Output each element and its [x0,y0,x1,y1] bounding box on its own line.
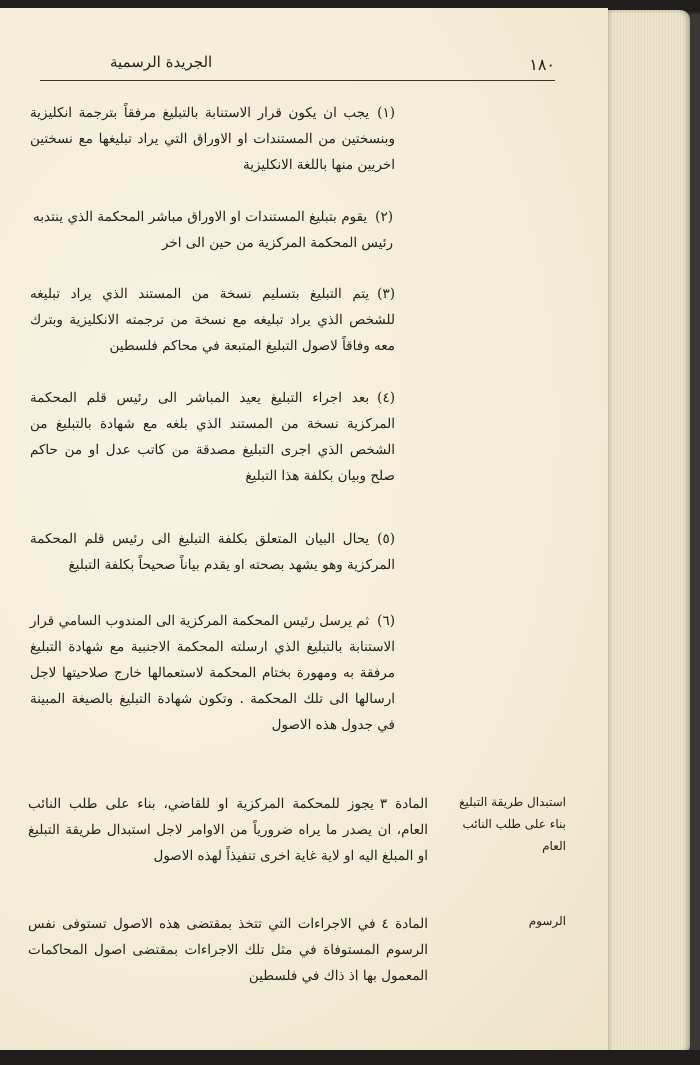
paragraph-number: (٤) [377,390,395,406]
paragraph-4 [30,385,395,489]
gazette-title: الجريدة الرسمية [110,53,213,71]
article-text: يجوز للمحكمة المركزية او للقاضي، بناء على طلب النائب العام، ان يصدر ما يراه ضرورياً من الاوامر لاجل استبدال طريقة التبليغ او المبلغ اليه او لاية غاية اخرى تنفيذاً لهذه الاصول [28,796,428,864]
paragraph-1 [30,100,395,178]
paragraph-text: يجب ان يكون قرار الاستنابة بالتبليغ مرفقاً بترجمة انكليزية وبنسختين من المستندات او الاوراق التي يراد تبليغها مع نسختين اخريين منها باللغة الانكليزية [30,105,395,173]
paragraph-text: بعد اجراء التبليغ يعيد المباشر الى رئيس قلم المحكمة المركزية نسخة من المستند الذي بلغه مع شهادة بالتبليغ من الشخص الذي اجرى التبليغ مصدقة من كاتب عدل او من حاكم صلح وبيان بكلفة هذا التبليغ [30,390,395,484]
article-label: المادة ٣ [379,796,428,812]
paragraph-number: (٦) [377,613,395,629]
paragraph-number: (٣) [377,286,395,302]
article-text: في الاجراءات التي تتخذ بمقتضى هذه الاصول تستوفى نفس الرسوم المستوفاة في مثل تلك الاجراءات بمقتضى اصول المحاكمات المعمول بها اذ ذاك في فلسطين [28,916,428,984]
page-number: ١٨٠ [529,54,555,74]
paragraph-2 [33,204,393,256]
scan-background-bottom [0,1050,700,1065]
page-stack-edge [600,10,690,1055]
running-header [40,44,555,81]
paragraph-text: يحال البيان المتعلق بكلفة التبليغ الى رئيس قلم المحكمة المركزية وهو يشهد بصحته او يقدم بياناً صحيحاً بكلفة التبليغ [30,531,395,573]
article-4 [28,911,428,989]
paragraph-text: يقوم بتبليغ المستندات او الاوراق مباشر المحكمة الذي ينتدبه رئيس المحكمة المركزية من حين الى اخر [33,209,393,251]
margin-note-article-4: الرسوم [528,914,566,928]
article-label: المادة ٤ [381,916,428,932]
paragraph-number: (٥) [377,531,395,547]
paragraph-number: (٢) [375,209,393,225]
paragraph-number: (١) [377,105,395,121]
paragraph-text: يتم التبليغ بتسليم نسخة من المستند الذي يراد تبليغه للشخص الذي يراد تبليغه مع نسخة من ترجمته الانكليزية وبترك معه وفاقاً لاصول التبليغ المتبعة في محاكم فلسطين [30,286,395,354]
paragraph-5 [30,526,395,578]
paragraph-text: ثم يرسل رئيس المحكمة المركزية الى المندوب السامي قرار الاستنابة بالتبليغ الذي ارسلته المحكمة الاجنبية مع شهادة التبليغ مرفقة به ومهورة بختام المحكمة لاستعمالها خارج صلاحيتها لاجل ارسالها الى تلك المحكمة . وتكون شهادة التبليغ بالصيغة المبينة في جدول هذه الاصول [30,613,395,733]
margin-note-article-3: استبدال طريقة التبليغ بناء على طلب النائب العام [459,795,566,853]
paragraph-3 [30,281,395,359]
paragraph-6 [30,608,395,738]
article-3 [28,791,428,869]
gazette-page [0,8,608,1054]
